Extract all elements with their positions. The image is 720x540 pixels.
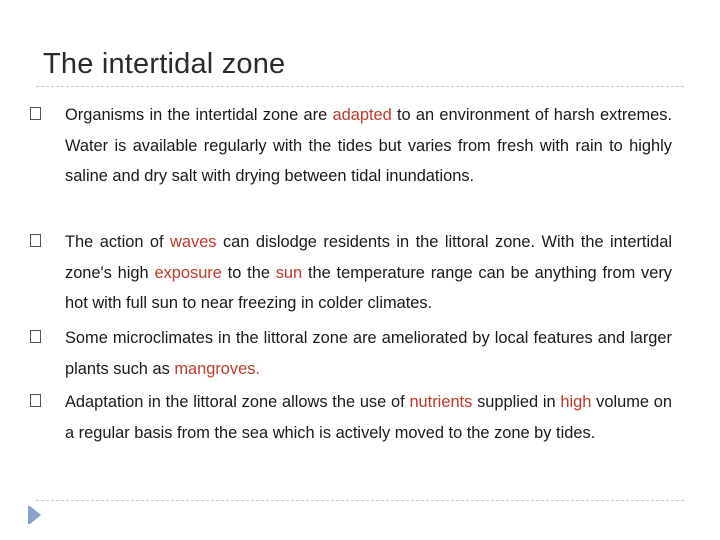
text-segment: to an environment of harsh extremes. Water is available regularly with the tides but varies from fresh with rain to highly saline and dry salt with drying between tidal inundations. (65, 106, 672, 185)
text-segment: can dislodge residents in the littoral zone. With the intertidal zone's high (65, 233, 672, 282)
text-segment: to the (221, 263, 276, 282)
square-bullet-icon (30, 107, 41, 120)
highlighted-term: waves (170, 233, 217, 251)
text-segment: volume on a regular basis from the sea which is actively moved to the zone by tides. (65, 393, 672, 442)
highlighted-term: mangroves. (174, 359, 260, 378)
highlighted-term: exposure (154, 263, 222, 282)
square-bullet-icon (30, 330, 41, 343)
highlighted-term: adapted (332, 106, 392, 124)
bullet-text (65, 387, 672, 448)
bullet-text (65, 227, 672, 319)
slide-title: The intertidal zone (43, 48, 286, 80)
text-segment: Adaptation in the littoral zone allows the use of (65, 393, 410, 411)
text-segment: supplied in (472, 393, 561, 411)
highlighted-term: nutrients (409, 393, 473, 411)
text-segment: The action of (65, 233, 171, 251)
highlighted-term: high (560, 393, 592, 411)
title-divider (36, 86, 684, 87)
bullet-text (65, 100, 672, 192)
footer-divider (36, 500, 684, 501)
text-segment: the temperature range can be anything from very hot with full sun to near freezing in colder climates. (65, 263, 672, 312)
text-segment: Some microclimates in the littoral zone are ameliorated by local features and larger plants such as (65, 329, 672, 378)
square-bullet-icon (30, 234, 41, 247)
highlighted-term: sun (275, 263, 303, 282)
bullet-text (65, 323, 672, 384)
square-bullet-icon (30, 394, 41, 407)
text-segment: Organisms in the intertidal zone are (65, 106, 333, 124)
next-slide-arrow-icon[interactable] (30, 506, 41, 524)
